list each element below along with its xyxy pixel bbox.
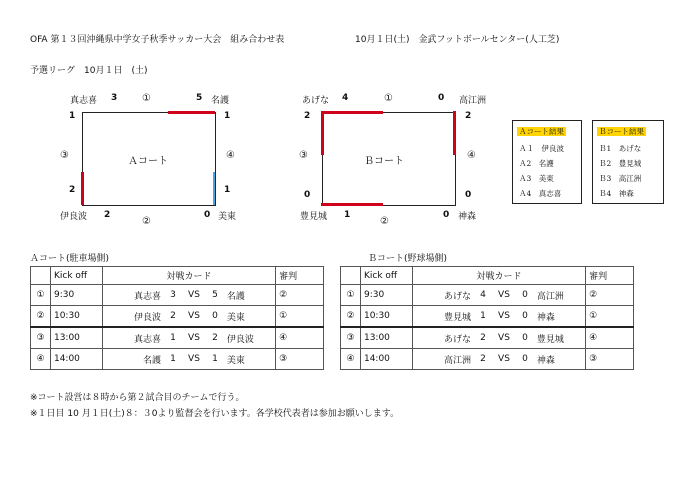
kickoff-time: 10:30 bbox=[360, 306, 412, 328]
court-b-team-tr: 高江洲 bbox=[459, 96, 487, 106]
court-a-winner-line bbox=[168, 111, 215, 114]
court-b-winner-line bbox=[453, 111, 456, 155]
header-kickoff: Kick off bbox=[360, 267, 412, 285]
court-b-score-lt: 2 bbox=[304, 111, 311, 121]
home-score: 1 bbox=[164, 349, 182, 370]
court-a-label: Ａコート bbox=[128, 156, 168, 167]
court-a-draw-line bbox=[213, 172, 215, 205]
away-score: 0 bbox=[516, 349, 534, 370]
away-score: 2 bbox=[206, 327, 224, 349]
table-row bbox=[31, 306, 324, 328]
court-a-team-br: 美東 bbox=[218, 212, 237, 222]
court-b-winner-line bbox=[321, 111, 324, 155]
court-b-score-tl: 4 bbox=[342, 93, 349, 103]
match-no: ③ bbox=[31, 327, 51, 349]
table-header-row bbox=[341, 267, 634, 285]
away-team: 高江洲 bbox=[534, 285, 586, 306]
match-no: ① bbox=[341, 285, 361, 306]
court-b-score-rt: 2 bbox=[465, 111, 472, 121]
home-score: 1 bbox=[164, 327, 182, 349]
court-a-match-4: ④ bbox=[226, 150, 235, 161]
vs-label: VS bbox=[182, 327, 206, 349]
away-score: 0 bbox=[516, 285, 534, 306]
court-b-results-box bbox=[592, 120, 664, 204]
court-a-score-rt: 1 bbox=[224, 111, 231, 121]
match-no: ④ bbox=[341, 349, 361, 370]
court-b-label: Ｂコート bbox=[364, 156, 404, 167]
court-a-results-header: Ａコート結果 bbox=[519, 127, 564, 136]
home-team: あげな bbox=[412, 285, 474, 306]
away-team: 名護 bbox=[224, 285, 276, 306]
court-a-score-tr: 5 bbox=[196, 93, 203, 103]
home-score: 4 bbox=[474, 285, 492, 306]
court-a-results-box bbox=[512, 120, 582, 204]
away-score: 0 bbox=[206, 306, 224, 328]
match-no: ④ bbox=[31, 349, 51, 370]
schedule-a-title: Ａコート(駐車場側) bbox=[30, 254, 110, 264]
court-b-result-item: Ｂ3 高江洲 bbox=[599, 174, 642, 183]
schedule-b-table bbox=[340, 266, 634, 370]
table-row bbox=[341, 327, 634, 349]
home-team: 真志喜 bbox=[102, 285, 164, 306]
court-a-match-1: ① bbox=[142, 93, 151, 104]
home-team: 豊見城 bbox=[412, 306, 474, 328]
table-row bbox=[341, 285, 634, 306]
header-matchup: 対戦カード bbox=[412, 267, 585, 285]
court-b-score-lb: 0 bbox=[304, 190, 311, 200]
schedule-b-title: Ｂコート(野球場側) bbox=[368, 254, 448, 264]
referee: ④ bbox=[276, 327, 324, 349]
court-b-match-1: ① bbox=[384, 93, 393, 104]
vs-label: VS bbox=[182, 285, 206, 306]
court-a-result-item: Ａ2 名護 bbox=[519, 159, 554, 168]
match-no: ① bbox=[31, 285, 51, 306]
home-team: あげな bbox=[412, 327, 474, 349]
kickoff-time: 13:00 bbox=[360, 327, 412, 349]
vs-label: VS bbox=[492, 327, 516, 349]
vs-label: VS bbox=[182, 306, 206, 328]
match-no: ③ bbox=[341, 327, 361, 349]
court-a-match-2: ② bbox=[142, 216, 151, 227]
court-a-score-rb: 1 bbox=[224, 185, 231, 195]
header-matchup: 対戦カード bbox=[102, 267, 275, 285]
court-a-winner-line bbox=[81, 172, 84, 205]
date-venue: 10月１日(土) 金武フットボールセンター(人工芝) bbox=[355, 35, 560, 45]
away-score: 0 bbox=[516, 306, 534, 328]
referee: ③ bbox=[586, 349, 634, 370]
vs-label: VS bbox=[492, 306, 516, 328]
vs-label: VS bbox=[492, 349, 516, 370]
kickoff-time: 9:30 bbox=[50, 285, 102, 306]
court-a-team-tl: 真志喜 bbox=[70, 96, 98, 106]
away-score: 1 bbox=[206, 349, 224, 370]
court-a-score-bl: 2 bbox=[104, 210, 111, 220]
vs-label: VS bbox=[492, 285, 516, 306]
court-a-result-item: Ａ3 美東 bbox=[519, 174, 554, 183]
referee: ④ bbox=[586, 327, 634, 349]
court-a-result-item: Ａ4 真志喜 bbox=[519, 189, 562, 198]
table-row bbox=[341, 306, 634, 328]
away-score: 5 bbox=[206, 285, 224, 306]
referee: ① bbox=[586, 306, 634, 328]
court-b-score-tr: 0 bbox=[438, 93, 445, 103]
kickoff-time: 9:30 bbox=[360, 285, 412, 306]
away-team: 美東 bbox=[224, 306, 276, 328]
table-row bbox=[31, 285, 324, 306]
note-setup: ※コート設営は８時から第２試合目のチームで行う。 bbox=[30, 393, 245, 403]
table-row bbox=[341, 349, 634, 370]
court-b-team-br: 神森 bbox=[458, 212, 477, 222]
court-a-team-bl: 伊良波 bbox=[60, 212, 88, 222]
court-b-match-3: ③ bbox=[299, 150, 308, 161]
court-a-score-tl: 3 bbox=[111, 93, 118, 103]
court-b-match-4: ④ bbox=[467, 150, 476, 161]
home-score: 2 bbox=[474, 349, 492, 370]
home-score: 1 bbox=[474, 306, 492, 328]
document-title: OFA 第１３回沖縄県中学女子秋季サッカー大会 組み合わせ表 bbox=[30, 35, 285, 45]
court-b-result-item: Ｂ2 豊見城 bbox=[599, 159, 642, 168]
court-b-score-bl: 1 bbox=[344, 210, 351, 220]
away-team: 美東 bbox=[224, 349, 276, 370]
referee: ② bbox=[586, 285, 634, 306]
court-b-team-bl: 豊見城 bbox=[300, 212, 328, 222]
kickoff-time: 14:00 bbox=[360, 349, 412, 370]
schedule-a-table bbox=[30, 266, 324, 370]
table-header-row bbox=[31, 267, 324, 285]
court-b-winner-line bbox=[321, 111, 383, 114]
court-b-score-br: 0 bbox=[443, 210, 450, 220]
referee: ② bbox=[276, 285, 324, 306]
header-referee: 審判 bbox=[586, 267, 634, 285]
away-team: 伊良波 bbox=[224, 327, 276, 349]
court-b-winner-line bbox=[321, 203, 383, 206]
home-score: 3 bbox=[164, 285, 182, 306]
home-team: 名護 bbox=[102, 349, 164, 370]
match-no: ② bbox=[31, 306, 51, 328]
court-b-team-tl: あげな bbox=[302, 96, 330, 106]
home-team: 伊良波 bbox=[102, 306, 164, 328]
kickoff-time: 13:00 bbox=[50, 327, 102, 349]
table-row bbox=[31, 327, 324, 349]
court-b-result-item: Ｂ1 あげな bbox=[599, 144, 642, 153]
table-row bbox=[31, 349, 324, 370]
referee: ① bbox=[276, 306, 324, 328]
court-b-match-2: ② bbox=[380, 216, 389, 227]
away-score: 0 bbox=[516, 327, 534, 349]
away-team: 神森 bbox=[534, 349, 586, 370]
round-label: 予選リーグ 10月１日 (土) bbox=[30, 66, 148, 76]
kickoff-time: 14:00 bbox=[50, 349, 102, 370]
vs-label: VS bbox=[182, 349, 206, 370]
court-a-result-item: Ａ１ 伊良波 bbox=[519, 144, 564, 153]
court-b-result-item: Ｂ4 神森 bbox=[599, 189, 634, 198]
match-no: ② bbox=[341, 306, 361, 328]
court-a-team-tr: 名護 bbox=[211, 96, 230, 106]
kickoff-time: 10:30 bbox=[50, 306, 102, 328]
referee: ③ bbox=[276, 349, 324, 370]
home-score: 2 bbox=[164, 306, 182, 328]
court-a-score-br: 0 bbox=[204, 210, 211, 220]
home-team: 真志喜 bbox=[102, 327, 164, 349]
court-a-match-3: ③ bbox=[60, 150, 69, 161]
note-meeting: ※１日目 10 月１日(土)８：３0より監督会を行います。各学校代表者は参加お願いします。 bbox=[30, 409, 400, 419]
court-a-score-lb: 2 bbox=[69, 185, 76, 195]
away-team: 豊見城 bbox=[534, 327, 586, 349]
court-a-score-lt: 1 bbox=[69, 111, 76, 121]
home-team: 高江洲 bbox=[412, 349, 474, 370]
header-kickoff: Kick off bbox=[50, 267, 102, 285]
court-b-score-rb: 0 bbox=[465, 190, 472, 200]
away-team: 神森 bbox=[534, 306, 586, 328]
home-score: 2 bbox=[474, 327, 492, 349]
header-referee: 審判 bbox=[276, 267, 324, 285]
court-b-results-header: Ｂコート結果 bbox=[599, 127, 644, 136]
